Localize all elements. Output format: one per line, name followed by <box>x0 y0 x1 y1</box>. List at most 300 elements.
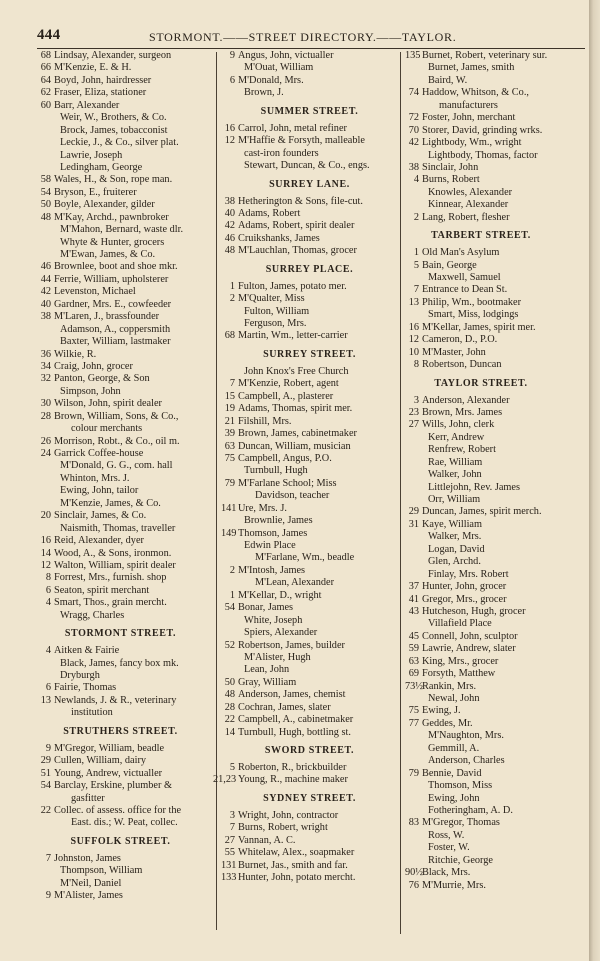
entry-text: Cruikshanks, James <box>238 232 320 244</box>
entry-text: Young, R., machine maker <box>238 774 348 786</box>
directory-entry <box>405 62 585 74</box>
entry-text: Forrest, Mrs., furnish. shop <box>54 572 167 584</box>
directory-entry <box>405 855 585 867</box>
directory-entry <box>221 577 398 589</box>
entry-text: Newlands, J. & R., veterinary <box>54 694 177 706</box>
directory-entry <box>405 137 585 149</box>
house-number: 1 <box>229 280 235 292</box>
house-number: 9 <box>45 890 51 902</box>
entry-text: Wales, H., & Son, rope man. <box>54 174 173 186</box>
directory-entry <box>221 664 398 676</box>
entry-text: East. dis.; W. Peat, collec. <box>71 817 178 829</box>
directory-entry <box>405 506 585 518</box>
directory-entry <box>405 457 585 469</box>
directory-entry <box>37 645 212 657</box>
directory-entry <box>37 707 212 719</box>
entry-text: Villafield Place <box>428 618 492 630</box>
directory-entry <box>221 293 398 305</box>
entry-text: Adams, Robert, spirit dealer <box>238 220 355 232</box>
directory-entry <box>405 618 585 630</box>
entry-text: Angus, John, victualler <box>238 50 334 61</box>
directory-entry <box>37 865 212 877</box>
house-number: 63 <box>224 440 235 452</box>
entry-text: Gray, William <box>238 676 297 688</box>
house-number: 9 <box>229 50 235 61</box>
directory-entry <box>37 162 212 174</box>
entry-text: Fulton, James, potato mer. <box>238 280 347 292</box>
entry-text: Campbell, Angus, P.O. <box>238 452 332 464</box>
directory-entry <box>405 594 585 606</box>
directory-column-1 <box>37 50 212 903</box>
entry-text: Bryson, E., fruiterer <box>54 186 137 198</box>
entry-text: Seaton, spirit merchant <box>54 584 150 596</box>
entry-text: Fotheringham, A. D. <box>428 804 513 816</box>
page-binding-edge <box>589 0 600 961</box>
entry-text: M'Lauchlan, Thomas, grocer <box>238 245 357 257</box>
directory-entry <box>221 822 398 834</box>
house-number: 68 <box>224 330 235 342</box>
entry-text: M'Ouat, William <box>244 62 314 74</box>
entry-text: Leckie, J., & Co., silver plat. <box>60 137 179 149</box>
entry-text: Martin, Wm., letter-carrier <box>238 330 348 342</box>
directory-entry <box>37 695 212 707</box>
directory-entry <box>37 62 212 74</box>
house-number: 64 <box>40 74 51 86</box>
entry-text: Ferrie, William, upholsterer <box>54 273 169 285</box>
running-title: STORMONT.——STREET DIRECTORY.——TAYLOR. <box>149 30 457 44</box>
entry-text: Burns, Robert <box>422 174 480 186</box>
entry-text: Levenston, Michael <box>54 286 136 298</box>
directory-entry <box>405 817 585 829</box>
directory-entry <box>221 233 398 245</box>
entry-text: Kaye, William <box>422 518 483 530</box>
house-number: 75 <box>408 705 419 717</box>
entry-text: M'Gregor, William, beadle <box>54 742 165 754</box>
entry-text: Connell, John, sculptor <box>422 630 518 642</box>
directory-entry <box>37 755 212 767</box>
house-number: 7 <box>229 378 235 390</box>
entry-text: Anderson, Alexander <box>422 394 510 406</box>
entry-text: Carrol, John, metal refiner <box>238 122 347 134</box>
house-number: 6 <box>45 584 51 596</box>
directory-entry <box>405 407 585 419</box>
directory-entry <box>405 880 585 892</box>
directory-entry <box>405 842 585 854</box>
directory-entry <box>405 531 585 543</box>
entry-text: gasfitter <box>71 792 105 804</box>
entry-text: Hetherington & Sons, file-cut. <box>238 195 363 207</box>
directory-entry <box>37 373 212 385</box>
directory-entry <box>405 705 585 717</box>
entry-text: Forsyth, Matthew <box>422 668 496 680</box>
house-number: 54 <box>224 602 235 614</box>
directory-entry <box>221 428 398 440</box>
entry-text: Haddow, Whitson, & Co., <box>422 87 529 99</box>
directory-entry <box>37 299 212 311</box>
directory-entry <box>405 419 585 431</box>
house-number: 39 <box>224 428 235 440</box>
house-number: 22 <box>40 804 51 816</box>
house-number: 73½ <box>405 680 424 692</box>
entry-text: Adams, Robert <box>238 207 301 219</box>
entry-text: Adams, Thomas, spirit mer. <box>238 403 353 415</box>
entry-text: Fraser, Eliza, stationer <box>54 87 147 99</box>
directory-entry <box>221 727 398 739</box>
entry-text: Bonar, James <box>238 602 294 614</box>
house-number: 4 <box>45 645 51 657</box>
entry-text: Ewing, John <box>428 792 480 804</box>
entry-text: M'Kellar, James, spirit mer. <box>422 321 536 333</box>
directory-entry <box>221 318 398 330</box>
entry-text: Geddes, Mr. <box>422 717 473 729</box>
directory-entry <box>221 528 398 540</box>
directory-entry <box>37 75 212 87</box>
directory-entry <box>37 682 212 694</box>
entry-text: King, Mrs., grocer <box>422 655 499 667</box>
directory-entry <box>405 656 585 668</box>
house-number: 60 <box>40 99 51 111</box>
directory-entry <box>37 548 212 560</box>
house-number: 48 <box>40 211 51 223</box>
directory-entry <box>221 453 398 465</box>
directory-entry <box>37 199 212 211</box>
directory-entry <box>37 473 212 485</box>
entry-text: Barr, Alexander <box>54 99 120 111</box>
entry-text: Hutcheson, Hugh, grocer <box>422 605 526 617</box>
entry-text: Reid, Alexander, dyer <box>54 535 144 547</box>
directory-entry <box>221 515 398 527</box>
entry-text: Rae, William <box>428 456 483 468</box>
directory-entry <box>221 872 398 884</box>
house-number: 4 <box>413 174 419 186</box>
directory-entry <box>221 702 398 714</box>
entry-text: Naismith, Thomas, traveller <box>60 522 176 534</box>
house-number: 27 <box>408 419 419 431</box>
entry-text: Simpson, John <box>60 385 121 397</box>
entry-text: M'Kay, Archd., pawnbroker <box>54 211 169 223</box>
directory-entry <box>37 853 212 865</box>
directory-entry <box>405 768 585 780</box>
directory-entry <box>405 309 585 321</box>
house-number: 75 <box>224 452 235 464</box>
entry-text: Robertson, Duncan <box>422 359 502 371</box>
house-number: 14 <box>40 547 51 559</box>
entry-text: Gardner, Mrs. E., cowfeeder <box>54 298 172 310</box>
directory-entry <box>405 50 585 62</box>
entry-text: Filshill, Mrs. <box>238 415 292 427</box>
house-number: 76 <box>408 879 419 891</box>
directory-entry <box>221 810 398 822</box>
house-number: 46 <box>224 232 235 244</box>
directory-entry <box>221 366 398 378</box>
column-divider <box>216 52 217 930</box>
entry-text: Robertson, James, builder <box>238 639 345 651</box>
directory-entry <box>405 693 585 705</box>
house-number: 79 <box>408 767 419 779</box>
entry-text: Lindsay, Alexander, surgeon <box>54 50 172 61</box>
directory-entry <box>405 730 585 742</box>
entry-text: Black, James, fancy box mk. <box>60 657 179 669</box>
entry-text: Glen, Archd. <box>428 556 481 568</box>
directory-entry <box>405 162 585 174</box>
house-number: 32 <box>40 373 51 385</box>
house-number: 1 <box>229 589 235 601</box>
directory-entry <box>405 284 585 296</box>
entry-text: Roberton, R., brickbuilder <box>238 762 347 773</box>
house-number: 70 <box>408 124 419 136</box>
house-number: 16 <box>40 535 51 547</box>
directory-entry <box>37 361 212 373</box>
directory-entry <box>221 847 398 859</box>
directory-entry <box>37 743 212 755</box>
directory-entry <box>37 780 212 792</box>
entry-text: Lawrie, Andrew, slater <box>422 643 516 655</box>
entry-text: Weir, W., Brothers, & Co. <box>60 112 167 124</box>
directory-entry <box>221 565 398 577</box>
entry-text: M'Alister, Hugh <box>244 651 311 663</box>
directory-entry <box>405 75 585 87</box>
directory-entry <box>37 224 212 236</box>
directory-entry <box>405 743 585 755</box>
directory-entry <box>37 485 212 497</box>
house-number: 7 <box>413 284 419 296</box>
directory-entry <box>37 174 212 186</box>
directory-entry <box>37 349 212 361</box>
house-number: 42 <box>224 220 235 232</box>
entry-text: M'Laren, J., brassfounder <box>54 311 160 323</box>
directory-entry <box>405 260 585 272</box>
house-number: 2 <box>413 211 419 223</box>
entry-text: Wills, John, clerk <box>422 419 495 431</box>
directory-entry <box>37 597 212 609</box>
entry-text: Turnbull, Hugh, bottling st. <box>238 726 351 738</box>
house-number: 16 <box>224 122 235 134</box>
house-number: 50 <box>224 676 235 688</box>
entry-text: Anderson, Charles <box>428 755 505 767</box>
directory-entry <box>221 762 398 774</box>
house-number: 7 <box>229 822 235 834</box>
directory-entry <box>221 627 398 639</box>
entry-text: Craig, John, grocer <box>54 360 133 372</box>
house-number: 74 <box>408 87 419 99</box>
directory-entry <box>405 125 585 137</box>
directory-entry <box>405 432 585 444</box>
directory-entry <box>405 199 585 211</box>
entry-text: M'Murrie, Mrs. <box>422 879 486 891</box>
entry-text: Young, Andrew, victualler <box>54 767 163 779</box>
house-number: 83 <box>408 817 419 829</box>
entry-text: Baxter, William, lastmaker <box>60 336 171 348</box>
directory-entry <box>37 817 212 829</box>
directory-entry <box>37 112 212 124</box>
house-number: 12 <box>408 334 419 346</box>
house-number: 51 <box>40 767 51 779</box>
entry-text: M'Naughton, Mrs. <box>428 730 504 742</box>
directory-entry <box>221 123 398 135</box>
street-heading: STRUTHERS STREET. <box>63 725 178 737</box>
house-number: 52 <box>224 639 235 651</box>
entry-text: Gregor, Mrs., grocer <box>422 593 507 605</box>
directory-entry <box>405 556 585 568</box>
entry-text: Brown, J. <box>244 87 284 99</box>
directory-entry <box>221 160 398 172</box>
directory-entry <box>221 50 398 62</box>
street-heading: SURREY LANE. <box>269 178 350 190</box>
directory-entry <box>221 281 398 293</box>
house-number: 16 <box>408 321 419 333</box>
house-number: 72 <box>408 112 419 124</box>
directory-entry <box>221 652 398 664</box>
entry-text: manufacturers <box>439 99 498 111</box>
directory-entry <box>37 311 212 323</box>
house-number: 66 <box>40 62 51 74</box>
directory-entry <box>405 830 585 842</box>
directory-entry <box>221 196 398 208</box>
entry-text: M'Lean, Alexander <box>255 577 335 589</box>
house-number: 54 <box>40 186 51 198</box>
directory-entry <box>221 75 398 87</box>
house-number: 43 <box>408 605 419 617</box>
house-number: 90½ <box>405 867 424 879</box>
directory-entry <box>405 100 585 112</box>
entry-text: Burns, Robert, wright <box>238 822 328 834</box>
directory-entry <box>405 631 585 643</box>
directory-entry <box>221 540 398 552</box>
entry-text: Wright, John, contractor <box>238 809 339 821</box>
directory-entry <box>221 220 398 232</box>
directory-entry <box>221 208 398 220</box>
directory-entry <box>221 552 398 564</box>
house-number: 2 <box>229 564 235 576</box>
entry-text: Boyd, John, hairdresser <box>54 74 152 86</box>
entry-text: Smart, Miss, lodgings <box>428 309 519 321</box>
directory-entry <box>221 441 398 453</box>
directory-entry <box>221 403 398 415</box>
house-number: 26 <box>40 435 51 447</box>
directory-entry <box>221 689 398 701</box>
house-number: 27 <box>224 834 235 846</box>
entry-text: Ure, Mrs. J. <box>238 502 287 514</box>
directory-column-2 <box>213 50 398 885</box>
entry-text: Littlejohn, Rev. James <box>428 481 520 493</box>
entry-text: Wilson, John, spirit dealer <box>54 398 162 410</box>
street-heading: TAYLOR STREET. <box>434 377 528 389</box>
directory-entry <box>37 658 212 670</box>
house-number: 6 <box>229 74 235 86</box>
entry-text: Sinclair, John <box>422 161 479 173</box>
entry-text: Ledingham, George <box>60 161 143 173</box>
entry-text: Dryburgh <box>60 670 100 681</box>
directory-entry <box>37 572 212 584</box>
column-divider <box>400 52 401 934</box>
entry-text: Thomson, James <box>238 527 308 539</box>
directory-entry <box>221 135 398 147</box>
entry-text: John Knox's Free Church <box>244 365 349 377</box>
house-number: 23 <box>408 406 419 418</box>
directory-entry <box>37 212 212 224</box>
entry-text: Barclay, Erskine, plumber & <box>54 780 172 792</box>
house-number: 4 <box>45 597 51 609</box>
entry-text: M'Alister, James <box>54 890 123 902</box>
house-number: 21,23 <box>213 774 237 786</box>
house-number: 28 <box>40 410 51 422</box>
street-heading: SURREY PLACE. <box>265 263 354 275</box>
entry-text: Kinnear, Alexander <box>428 199 509 211</box>
entry-text: Brown, Mrs. James <box>422 406 503 418</box>
house-number: 30 <box>40 398 51 410</box>
entry-text: cast-iron founders <box>244 147 319 159</box>
house-number: 77 <box>408 717 419 729</box>
directory-entry <box>37 261 212 273</box>
directory-entry <box>405 544 585 556</box>
street-heading: SUFFOLK STREET. <box>70 835 171 847</box>
directory-entry <box>37 498 212 510</box>
entry-text: Collec. of assess. office for the <box>54 804 182 816</box>
street-heading: TARBERT STREET. <box>431 230 531 242</box>
entry-text: Wilkie, R. <box>54 348 97 360</box>
street-heading: SYDNEY STREET. <box>263 792 356 804</box>
page-header <box>37 27 583 47</box>
entry-text: Whyte & Hunter, grocers <box>60 236 165 248</box>
directory-entry <box>405 780 585 792</box>
directory-entry <box>405 643 585 655</box>
directory-entry <box>37 610 212 622</box>
directory-entry <box>221 615 398 627</box>
directory-entry <box>405 187 585 199</box>
entry-text: Adamson, A., coppersmith <box>60 323 171 335</box>
house-number: 48 <box>224 245 235 257</box>
house-number: 5 <box>229 762 235 773</box>
directory-entry <box>37 249 212 261</box>
entry-text: Johnston, James <box>54 852 121 864</box>
entry-text: Ross, W. <box>428 829 465 841</box>
entry-text: Entrance to Dean St. <box>422 284 508 296</box>
directory-entry <box>37 460 212 472</box>
entry-text: Ewing, John, tailor <box>60 485 139 497</box>
entry-text: Ewing, J. <box>422 705 461 717</box>
directory-entry <box>37 125 212 137</box>
directory-entry <box>221 602 398 614</box>
directory-entry <box>405 482 585 494</box>
entry-text: M'Master, John <box>422 346 486 358</box>
entry-text: Lawrie, Joseph <box>60 149 123 161</box>
entry-text: M'Kenzie, E. & H. <box>54 62 132 74</box>
entry-text: White, Joseph <box>244 614 303 626</box>
directory-entry <box>221 330 398 342</box>
street-heading: STORMONT STREET. <box>64 628 177 640</box>
entry-text: Campbell, A., cabinetmaker <box>238 714 354 726</box>
directory-entry <box>405 755 585 767</box>
directory-entry <box>37 560 212 572</box>
directory-entry <box>405 681 585 693</box>
entry-text: M'Qualter, Miss <box>238 293 305 305</box>
directory-entry <box>221 590 398 602</box>
directory-entry <box>221 148 398 160</box>
house-number: 58 <box>40 174 51 186</box>
entry-text: Walton, William, spirit dealer <box>54 559 176 571</box>
house-number: 149 <box>221 527 237 539</box>
house-number: 41 <box>408 593 419 605</box>
directory-entry <box>405 297 585 309</box>
entry-text: Aitken & Fairie <box>54 645 120 657</box>
entry-text: Brownlee, boot and shoe mkr. <box>54 261 178 273</box>
entry-text: Orr, William <box>428 494 481 505</box>
directory-entry <box>405 247 585 259</box>
directory-entry <box>37 237 212 249</box>
house-number: 9 <box>45 742 51 754</box>
entry-text: Cullen, William, dairy <box>54 755 147 767</box>
house-number: 59 <box>408 643 419 655</box>
